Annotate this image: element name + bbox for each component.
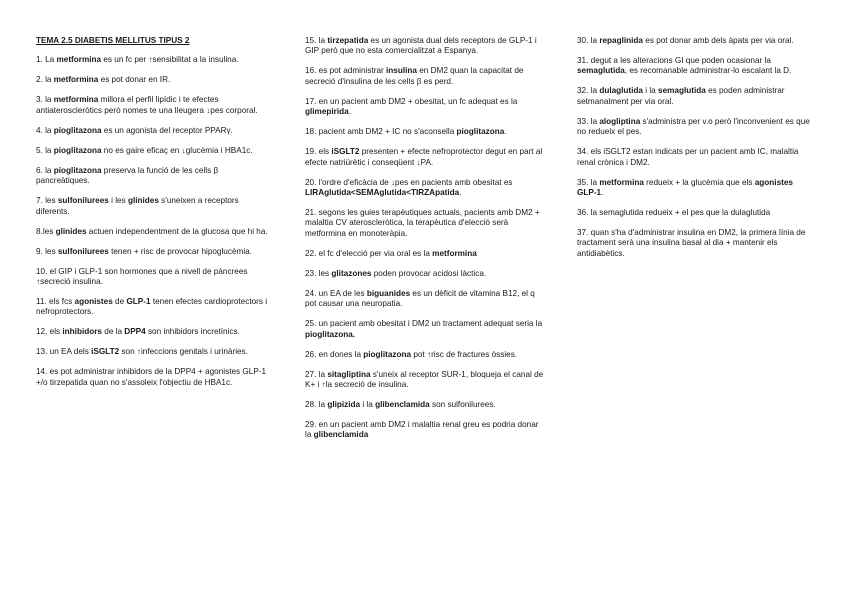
- statement-text: presenten + efecte nefroprotector degut en part al efecte natriürètic i conseqüent ↓PA.: [305, 147, 543, 167]
- statement-item: [577, 147, 813, 168]
- statement-text: 23. les: [305, 268, 332, 278]
- bold-term: tirzepatida: [327, 36, 369, 45]
- statement-item: [305, 97, 545, 118]
- statement-text: 31. degut a les alteracions GI que poden ocasionar la: [577, 56, 771, 65]
- bold-term: pioglitazona: [53, 165, 102, 175]
- bold-term: glibenclamida: [313, 430, 369, 440]
- bold-term: pioglitazona: [363, 349, 412, 359]
- column-1: [36, 36, 272, 398]
- bold-term: sulfonilurees: [57, 196, 109, 206]
- statement-item: [577, 56, 813, 77]
- bold-term: biguanides: [366, 288, 411, 298]
- statement-item: [36, 327, 272, 337]
- statement-text: de: [112, 297, 127, 307]
- statement-text: 1. La: [36, 55, 57, 65]
- statement-text: 20. l'ordre d'eficàcia de ↓pes en pacients amb obesitat es: [305, 177, 513, 187]
- bold-term: metformina: [599, 177, 644, 187]
- statement-text: 30. la: [577, 36, 600, 45]
- statement-item: [305, 269, 545, 279]
- bold-term: glibenclamida: [375, 400, 430, 410]
- statement-text: 18. pacient amb DM2 + IC no s'aconsella: [305, 127, 457, 137]
- statement-text: son inhibidors incretínics.: [145, 327, 240, 337]
- statement-text: 27. la: [305, 369, 328, 379]
- statement-text: 8.les: [36, 226, 56, 236]
- statement-text: 32. la: [577, 86, 600, 96]
- statement-text: .: [348, 107, 351, 117]
- statement-item: [305, 420, 545, 441]
- bold-term: metformina: [53, 95, 99, 105]
- statement-text: actuen independentment de la glucosa que hi ha.: [86, 226, 268, 236]
- statement-item: [305, 370, 545, 391]
- statement-text: 19. els: [305, 147, 332, 157]
- statement-text: .: [459, 188, 462, 198]
- column-3: [577, 36, 813, 269]
- statement-text: i les: [108, 196, 128, 206]
- statement-text: poden provocar acidosi làctica.: [371, 268, 487, 278]
- statement-item: [305, 147, 545, 168]
- statement-text: 11. els fcs: [36, 297, 75, 307]
- statement-item: [577, 228, 813, 259]
- statement-text: tenen efectes cardioprotectors i nefroprotectors.: [36, 297, 268, 317]
- statement-item: [305, 208, 545, 239]
- statement-text: 28. la: [305, 400, 328, 410]
- statement-text: preserva la funció de les cells β pancreàtiques.: [36, 165, 219, 186]
- statement-text: son sulfonilurees.: [429, 400, 496, 410]
- statement-item: [305, 289, 545, 310]
- statement-text: pot ↑risc de fractures òssies.: [411, 349, 518, 359]
- statement-text: es un fc per ↑sensibilitat a la insulina.: [101, 55, 239, 65]
- statement-text: 25. un pacient amb obesitat i DM2 un tractament adequat seria la: [305, 319, 543, 329]
- statement-text: i la: [642, 86, 659, 96]
- statement-text: 29. en un pacient amb DM2 i malaltia renal greu es podria donar la: [305, 420, 539, 440]
- statement-text: 12. els: [36, 327, 63, 337]
- bold-term: semaglutida: [577, 66, 625, 76]
- statement-text: 7. les: [36, 196, 58, 206]
- bold-term: LIRAglutida<SEMAglutida<TIRZApatida: [305, 188, 460, 198]
- statement-text: , es recomanable administrar-lo escalant la D.: [624, 66, 792, 76]
- statement-item: [36, 367, 272, 388]
- statement-item: [305, 319, 545, 340]
- statement-text: tenen + risc de provocar hipoglucèmia.: [108, 246, 252, 256]
- statement-text: 22. el fc d'elecció per via oral es la: [305, 248, 433, 258]
- bold-term: metformina: [432, 248, 477, 258]
- bold-term: pioglitazona: [53, 125, 102, 135]
- statement-text: i la: [360, 400, 376, 410]
- statement-text: es un dèficit de vitamina B12, el q pot causar una neuropatia.: [305, 288, 535, 309]
- statement-text: de la: [101, 327, 125, 337]
- statement-item: [577, 36, 813, 46]
- statement-item: [36, 247, 272, 257]
- document-title: TEMA 2.5 DIABETIS MELLITUS TIPUS 2: [36, 36, 190, 45]
- bold-term: glimepirida: [305, 107, 349, 117]
- statement-text: .: [601, 188, 604, 198]
- statement-text: es pot donar en IR.: [98, 75, 171, 85]
- statement-item: [305, 350, 545, 360]
- statement-item: [36, 297, 272, 318]
- bold-term: pioglitazona: [53, 145, 102, 155]
- bold-term: iSGLT2: [91, 347, 120, 357]
- statement-text: 6. la: [36, 165, 54, 175]
- bold-term: pioglitazona: [456, 127, 505, 137]
- statement-text: millora el perfil lipídic i te efectes antiateroscleròtics però nomes te una lleugera ↓pes corporal.: [36, 95, 258, 115]
- statement-item: [305, 36, 545, 57]
- statement-text: 13. un EA dels: [36, 347, 92, 357]
- statement-text: 5. la: [36, 145, 54, 155]
- statement-text: en DM2 quan la capacitat de secreció d'insulina de les cells β es perd.: [305, 66, 524, 86]
- bold-term: iSGLT2: [331, 147, 360, 157]
- bold-term: repaglinida: [599, 36, 643, 45]
- bold-term: glinides: [127, 196, 159, 206]
- statement-item: [305, 127, 545, 137]
- bold-term: glinides: [55, 226, 87, 236]
- statement-text: 34. els iSGLT2 estan indicats per un pacient amb IC, malaltia renal crònica i DM2.: [577, 147, 799, 167]
- statement-item: [36, 267, 272, 288]
- statement-item: [577, 117, 813, 138]
- bold-term: agonistes GLP-1: [577, 177, 793, 198]
- bold-term: pioglitazona.: [305, 329, 356, 339]
- statement-item: [36, 126, 272, 136]
- statement-item: [36, 347, 272, 357]
- statement-text: 17. en un pacient amb DM2 + obesitat, un fc adequat es la: [305, 96, 518, 106]
- statement-item: [305, 178, 545, 199]
- bold-term: metformina: [56, 55, 102, 65]
- statement-text: s'uneix al receptor SUR-1, bloqueja el canal de K+ i ↑la secreció de insulina.: [305, 369, 544, 390]
- statement-text: 26. en dones la: [305, 349, 364, 359]
- statement-item: [305, 249, 545, 259]
- statement-item: [305, 400, 545, 410]
- statement-item: [36, 227, 272, 237]
- statement-text: 24. un EA de les: [305, 288, 367, 298]
- statement-item: [36, 95, 272, 116]
- statement-text: 33. la: [577, 116, 600, 126]
- bold-term: sitagliptina: [327, 369, 371, 379]
- statement-item: [36, 196, 272, 217]
- statement-text: 10. el GIP i GLP-1 son hormones que a nivell de pàncrees ↑secreció insulina.: [36, 266, 248, 287]
- statement-text: 16. es pot administrar: [305, 66, 387, 76]
- statement-text: s'administra per v.o però l'inconvenient es que no redueix el pes.: [577, 116, 810, 137]
- statement-text: son ↑infeccions genitals i urinàries.: [119, 347, 248, 357]
- statement-text: 37. quan s'ha d'administrar insulina en DM2, la primera línia de tractament serà una insulina basal al dia + mantenir els antidiabètics.: [577, 228, 806, 258]
- statement-item: [577, 208, 813, 218]
- statement-text: 4. la: [36, 125, 54, 135]
- statement-item: [36, 166, 272, 187]
- bold-term: metformina: [53, 75, 99, 85]
- statement-text: 35. la: [577, 177, 600, 187]
- bold-term: glipizida: [327, 400, 361, 410]
- statement-text: 3. la: [36, 95, 54, 105]
- bold-term: alogliptina: [599, 116, 641, 126]
- bold-term: sulfonilurees: [57, 246, 109, 256]
- statement-item: [577, 178, 813, 199]
- statement-item: [36, 75, 272, 85]
- bold-term: DPP4: [124, 327, 146, 337]
- statement-item: [36, 55, 272, 65]
- statement-text: es un agonista del receptor PPARγ.: [101, 125, 233, 135]
- statement-item: [305, 66, 545, 87]
- bold-term: inhibidors: [62, 327, 102, 337]
- bold-term: glitazones: [331, 268, 372, 278]
- statement-text: no es gaire eficaç en ↓glucèmia i HBA1c.: [101, 145, 253, 155]
- bold-term: dulaglutida: [599, 86, 643, 96]
- statement-text: es pot donar amb dels àpats per via oral.: [643, 36, 794, 45]
- statement-text: s'uneixen a receptors diferents.: [36, 196, 239, 216]
- bold-term: GLP-1: [126, 297, 151, 307]
- column-2: [305, 36, 545, 450]
- statement-text: es poden administrar setmanalment per via oral.: [577, 86, 785, 106]
- statement-text: 36. la semaglutida redueix + el pes que la dulaglutida: [577, 208, 771, 218]
- bold-term: agonistes: [74, 297, 113, 307]
- statement-text: 9. les: [36, 246, 58, 256]
- bold-term: insulina: [386, 66, 417, 76]
- statement-text: es un agonista dual dels receptors de GLP-1 i GIP però que no esta comercialitzat a Espanya.: [305, 36, 537, 56]
- statement-text: 2. la: [36, 75, 54, 85]
- statement-text: 14. es pot administrar inhibidors de la DPP4 + agonistes GLP-1 +/o tirzepatida quan no s'assoleix l'objectiu de HBA1c.: [36, 367, 267, 387]
- statement-item: [577, 86, 813, 107]
- statement-text: 15. la: [305, 36, 328, 45]
- statement-text: redueix + la glucèmia que els: [643, 177, 755, 187]
- statement-item: [36, 146, 272, 156]
- statement-text: 21. segons les guies terapèutiques actuals, pacients amb DM2 + malaltia CV ateroscleròtica, la terapèutica d'elecció serà metformina en monoteràpia.: [305, 208, 540, 238]
- statement-text: .: [504, 127, 507, 137]
- bold-term: semaglutida: [658, 86, 706, 96]
